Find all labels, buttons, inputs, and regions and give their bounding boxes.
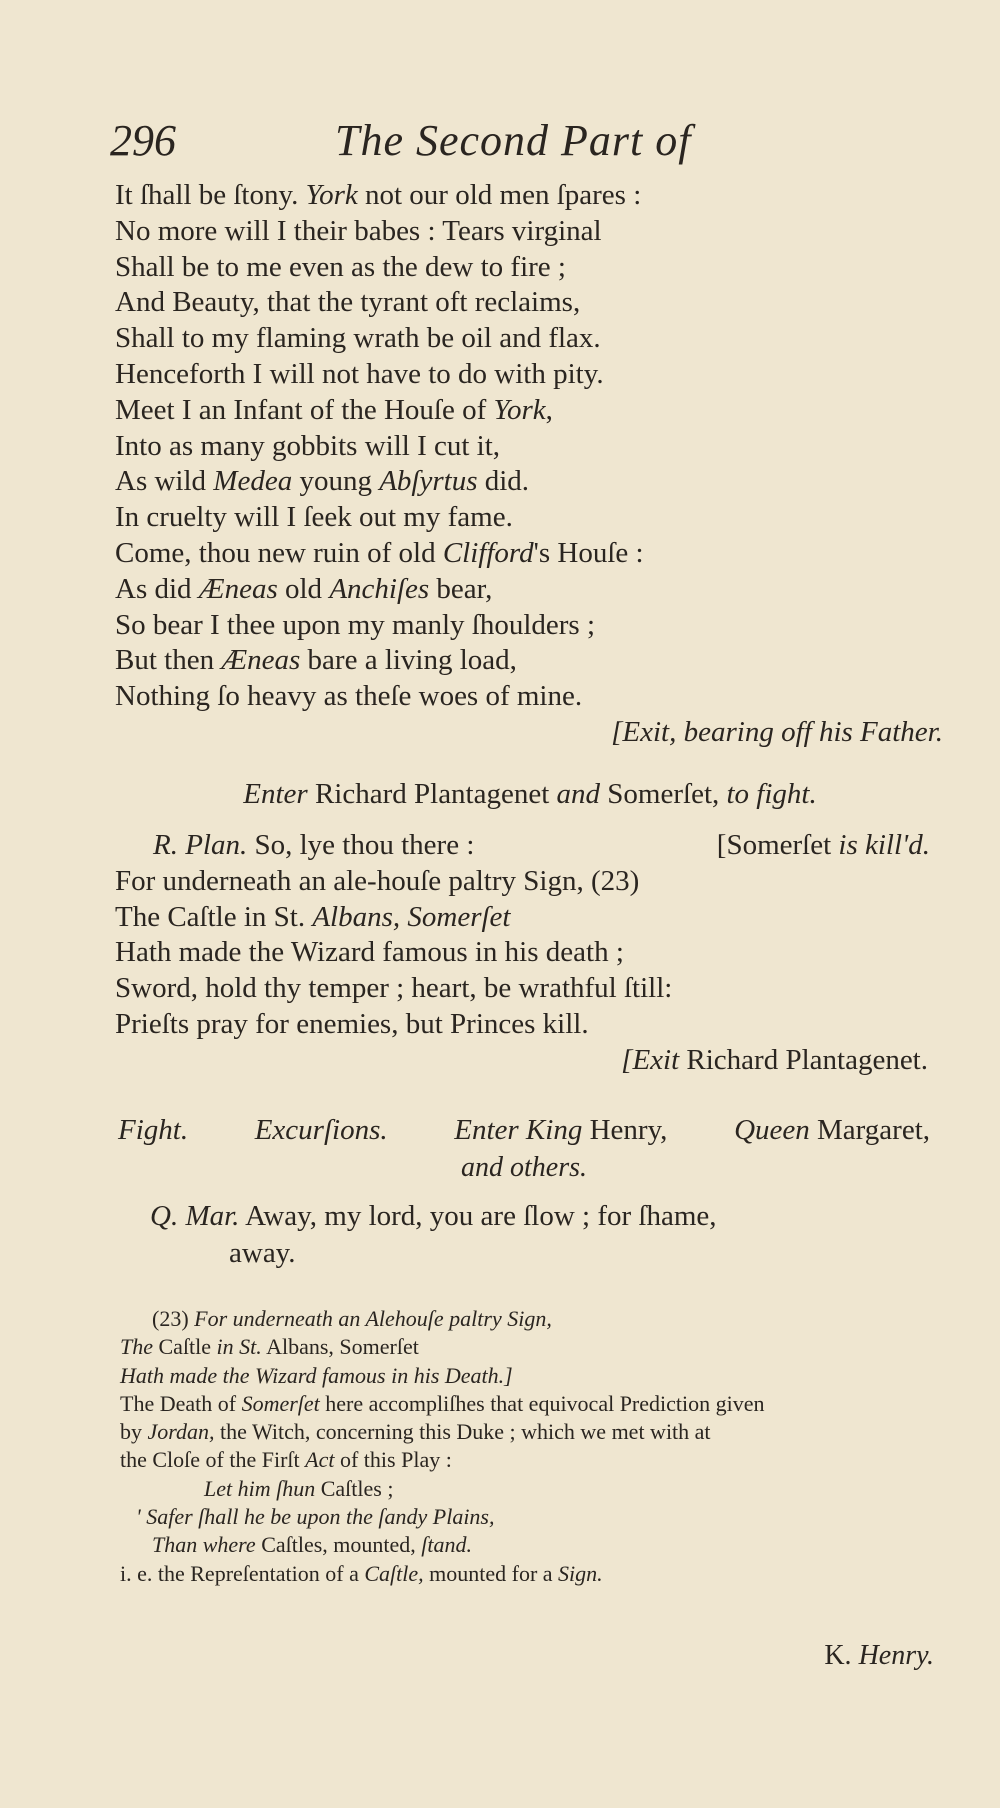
verse-line: For underneath an ale-houſe paltry Sign, (23) xyxy=(115,864,640,897)
footnote-line: (23) For underneath an Alehouſe paltry Sign, xyxy=(152,1306,552,1331)
verse-line: The Caſtle in St. Albans, Somerſet xyxy=(115,900,511,933)
footnote-line: The Death of Somerſet here accompliſhes that equivocal Prediction given xyxy=(120,1390,765,1416)
verse-line: Into as many gobbits will I cut it, xyxy=(115,429,501,462)
verse-line: As wild Medea young Abſyrtus did. xyxy=(115,465,530,498)
stage-direction-exit: [Exit Richard Plantagenet. xyxy=(621,1043,928,1076)
verse-line: Prieſts pray for enemies, but Princes kill. xyxy=(115,1007,589,1040)
footnote-line: the Cloſe of the Firſt Act of this Play : xyxy=(120,1447,452,1473)
page-header xyxy=(110,115,940,175)
speech-line: R. Plan. So, lye thou there : [Somerſet is kill'd. xyxy=(115,828,930,864)
verse-line: Sword, hold thy temper ; heart, be wrathful ſtill: xyxy=(115,972,673,1005)
footnote-line: Than where Caſtles, mounted, ſtand. xyxy=(152,1532,473,1558)
footnote-line: i. e. the Repreſentation of a Caſtle, mounted for a Sign. xyxy=(120,1560,603,1586)
footnote-line: Let him ſhun Caſtles ; xyxy=(204,1475,394,1501)
verse-block-york xyxy=(115,178,945,751)
stage-direction-fight: Fight. Excurſions. Enter King Henry, Queen Margaret, and others. xyxy=(118,1114,930,1183)
footnote-line: Hath made the Wizard famous in his Death.] xyxy=(120,1362,513,1388)
verse-line: Shall to my flaming wrath be oil and flax. xyxy=(115,322,601,355)
catchword: K. Henry. xyxy=(824,1640,934,1671)
verse-line: Come, thou new ruin of old Clifford's Houſe : xyxy=(115,536,644,569)
footnote-block xyxy=(120,1305,935,1588)
speaker-name: Q. Mar. xyxy=(150,1200,240,1232)
verse-line: And Beauty, that the tyrant oft reclaims, xyxy=(115,286,581,319)
verse-line: As did Æneas old Anchiſes bear, xyxy=(115,572,493,605)
speaker-name: R. Plan. xyxy=(153,829,248,861)
verse-line: So bear I thee upon my manly ſhoulders ; xyxy=(115,608,596,641)
stage-direction-enter: Enter Richard Plantagenet and Somerſet, to fight. xyxy=(243,778,817,810)
verse-line: But then Æneas bare a living load, xyxy=(115,644,517,677)
speech-plantagenet xyxy=(115,828,930,1079)
speech-margaret: Q. Mar. Away, my lord, you are ſlow ; for ſhame, away. xyxy=(150,1200,717,1269)
verse-line: Shall be to me even as the dew to fire ; xyxy=(115,250,566,283)
verse-line: Nothing ſo heavy as theſe woes of mine. xyxy=(115,680,583,713)
footnote-line: ' Safer ſhall he be upon the ſandy Plains, xyxy=(136,1504,495,1530)
verse-line: Henceforth I will not have to do with pity. xyxy=(115,357,604,390)
stage-direction-exit: [Exit, bearing off his Father. xyxy=(611,715,943,748)
verse-line: No more will I their babes : Tears virginal xyxy=(115,214,602,247)
verse-line: It ſhall be ſtony. York not our old men ſpares : xyxy=(115,179,642,211)
verse-line: In cruelty will I ſeek out my fame. xyxy=(115,501,513,534)
footnote-line: The Caſtle in St. Albans, Somerſet xyxy=(120,1334,419,1360)
page-number: 296 xyxy=(110,116,176,165)
verse-line: Hath made the Wizard famous in his death ; xyxy=(115,936,624,969)
footnote-line: by Jordan, the Witch, concerning this Duke ; which we met with at xyxy=(120,1419,711,1445)
stage-direction-killed: [Somerſet is kill'd. xyxy=(716,829,930,861)
verse-line: Meet I an Infant of the Houſe of York, xyxy=(115,393,553,426)
running-title: The Second Part of xyxy=(335,116,692,165)
